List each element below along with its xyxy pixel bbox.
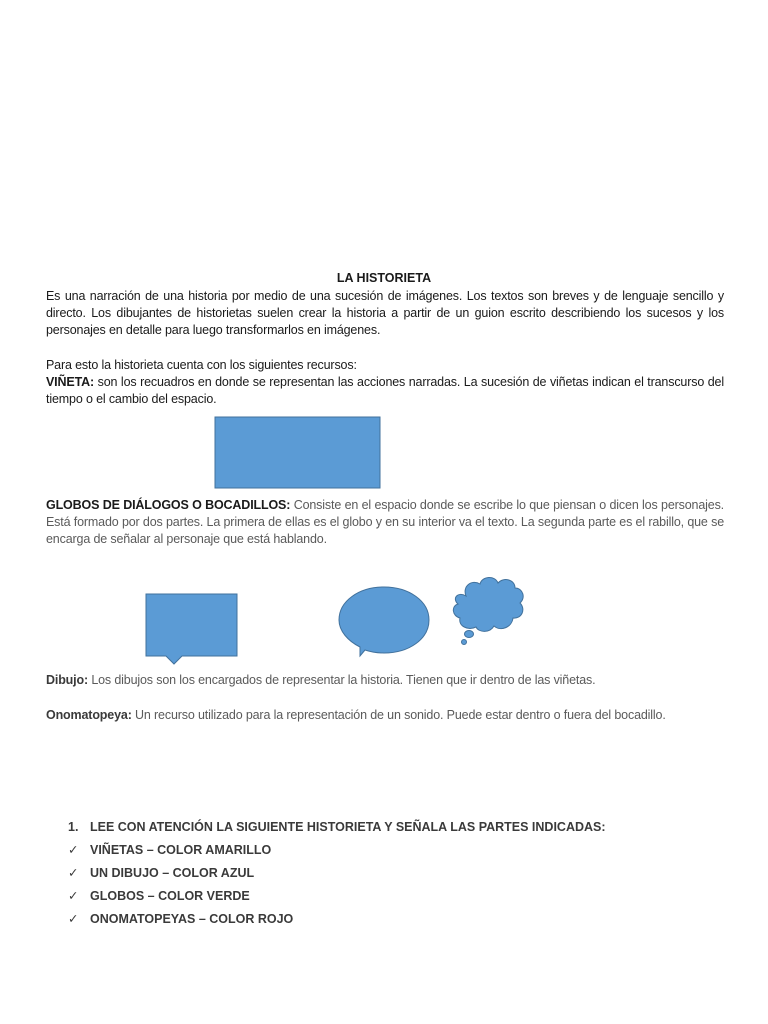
dibujo-definition — [46, 672, 724, 689]
onomatopeya-term: Onomatopeya: — [46, 708, 132, 722]
vineta-rectangle-shape — [214, 416, 382, 490]
dibujo-term: Dibujo: — [46, 673, 88, 687]
resources-intro: Para esto la historieta cuenta con los siguientes recursos: — [46, 358, 357, 372]
onomatopeya-text: Un recurso utilizado para la representación de un sonido. Puede estar dentro o fuera del bocadillo. — [131, 708, 666, 722]
vineta-text: son los recuadros en donde se representan las acciones narradas. La sucesión de viñetas indican el transcurso del tiempo o el cambio del espacio. — [46, 375, 724, 406]
intro-paragraph: Es una narración de una historia por medio de una sucesión de imágenes. Los textos son breves y de lenguaje sencillo y directo. Los dibujantes de historietas suelen crear la historia a partir de un guion escrito describiendo los sucesos y los personajes en detalle para luego transformarlos en imágenes. — [46, 289, 724, 337]
onomatopeya-definition — [46, 707, 724, 724]
globos-text: Consiste en el espacio donde se escribe lo que piensan o dicen los personajes. Está formado por dos partes. La primera de ellas es el globo y en su interior va el texto. La segunda parte es el rabillo, que se encarga de señalar al personaje que está hablando. — [46, 498, 724, 546]
dibujo-text: Los dibujos son los encargados de representar la historia. Tienen que ir dentro de las viñetas. — [88, 673, 596, 687]
list-item-label: GLOBOS – COLOR VERDE — [90, 889, 250, 903]
vineta-term: VIÑETA: — [46, 375, 95, 389]
thought-cloud-balloon-shape — [448, 574, 528, 650]
document-title: LA HISTORIETA — [336, 271, 432, 285]
list-item-label: VIÑETAS – COLOR AMARILLO — [90, 843, 272, 857]
list-item-label: UN DIBUJO – COLOR AZUL — [90, 866, 255, 880]
globos-definition — [46, 497, 724, 548]
oval-speech-balloon-shape — [334, 584, 434, 660]
check-icon: ✓ — [68, 843, 79, 857]
check-icon: ✓ — [68, 866, 79, 880]
check-icon: ✓ — [68, 912, 79, 926]
rectangular-speech-balloon-shape — [144, 592, 240, 668]
check-icon: ✓ — [68, 889, 79, 903]
vineta-definition — [46, 374, 724, 408]
list-number: 1. — [68, 820, 79, 834]
list-item-label: ONOMATOPEYAS – COLOR ROJO — [90, 912, 294, 926]
globos-term: GLOBOS DE DIÁLOGOS O BOCADILLOS: — [46, 498, 291, 512]
instruction-text: LEE CON ATENCIÓN LA SIGUIENTE HISTORIETA Y SEÑALA LAS PARTES INDICADAS: — [90, 820, 606, 834]
